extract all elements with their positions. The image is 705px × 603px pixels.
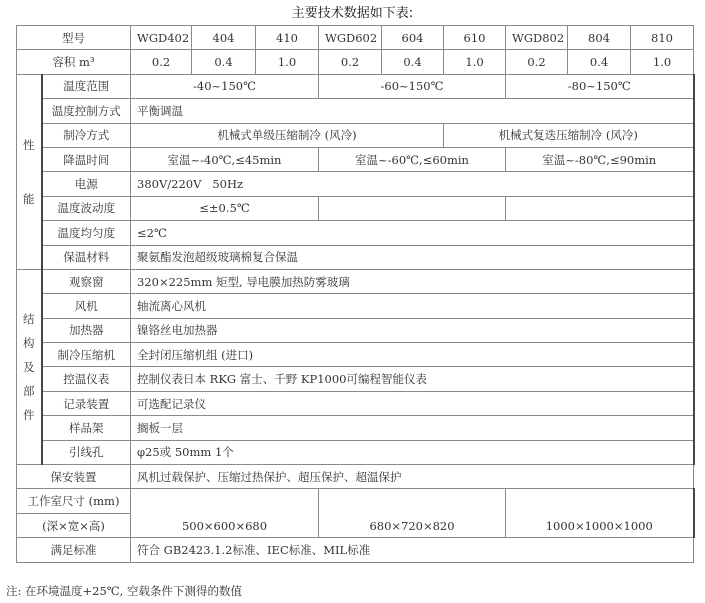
row-label: 温度范围 — [42, 74, 131, 98]
model-cell: WGD402 — [131, 26, 192, 50]
row-label: 风机 — [42, 294, 131, 318]
row-label: 保温材料 — [42, 245, 131, 269]
model-cell: 404 — [192, 26, 256, 50]
model-row — [17, 26, 694, 50]
row-value: 控制仪表日本 RKG 富士、千野 KP1000可编程智能仪表 — [131, 367, 694, 391]
model-cell: 810 — [631, 26, 694, 50]
performance-group-label: 性 能 — [17, 74, 42, 269]
model-cell: WGD602 — [319, 26, 382, 50]
refrigeration-value: 机械式单级压缩制冷 (风冷) — [131, 123, 444, 147]
row-label: 温度控制方式 — [42, 99, 131, 123]
row-label: 满足标准 — [17, 538, 131, 562]
row-value: 搁板一层 — [131, 416, 694, 440]
structure-row — [17, 294, 694, 318]
volume-cell: 1.0 — [444, 50, 506, 74]
structure-row — [17, 416, 694, 440]
dimensions-label-line1: 工作室尺寸 (mm) — [17, 489, 131, 513]
standard-row — [17, 538, 694, 562]
refrigeration-value: 机械式复迭压缩制冷 (风冷) — [444, 123, 694, 147]
volume-cell: 0.4 — [568, 50, 631, 74]
row-value: 镍铬丝电加热器 — [131, 318, 694, 342]
uniformity-row — [17, 221, 694, 245]
volume-label: 容积 m³ — [17, 50, 131, 74]
dimensions-value: 680×720×820 — [319, 489, 506, 538]
row-label: 制冷压缩机 — [42, 343, 131, 367]
structure-group-label: 结 构 及 部 件 — [17, 269, 42, 464]
fluctuation-value — [319, 196, 506, 220]
power-value: 380V/220V 50Hz — [131, 172, 694, 196]
refrigeration-row — [17, 123, 694, 147]
protection-value: 风机过载保护、压缩过热保护、超压保护、超温保护 — [131, 465, 694, 489]
row-value: 全封闭压缩机组 (进口) — [131, 343, 694, 367]
volume-cell: 0.2 — [319, 50, 382, 74]
footnote: 注: 在环境温度+25℃, 空载条件下测得的数值 — [6, 584, 242, 598]
fluctuation-value: ≤±0.5℃ — [131, 196, 319, 220]
volume-row — [17, 50, 694, 74]
row-label: 降温时间 — [42, 147, 131, 171]
model-label: 型号 — [17, 26, 131, 50]
model-cell: 410 — [256, 26, 319, 50]
row-label: 保安装置 — [17, 465, 131, 489]
insulation-row — [17, 245, 694, 269]
structure-row — [17, 343, 694, 367]
uniformity-value: ≤2℃ — [131, 221, 694, 245]
protection-row — [17, 465, 694, 489]
row-label: 样品架 — [42, 416, 131, 440]
structure-row — [17, 440, 694, 464]
fluctuation-value — [506, 196, 694, 220]
temp-range-value: -40~150℃ — [131, 74, 319, 98]
row-label: 加热器 — [42, 318, 131, 342]
row-value: 320×225mm 矩型, 导电膜加热防雾玻璃 — [131, 269, 694, 293]
model-cell: WGD802 — [506, 26, 568, 50]
fluctuation-row — [17, 196, 694, 220]
temp-range-value: -60~150℃ — [319, 74, 506, 98]
model-cell: 804 — [568, 26, 631, 50]
row-label: 记录装置 — [42, 391, 131, 415]
power-row — [17, 172, 694, 196]
structure-row — [17, 367, 694, 391]
row-label: 温度均匀度 — [42, 221, 131, 245]
row-value: φ25或 50mm 1个 — [131, 440, 694, 464]
row-label: 电源 — [42, 172, 131, 196]
row-label: 温度波动度 — [42, 196, 131, 220]
standard-value: 符合 GB2423.1.2标准、IEC标准、MIL标准 — [131, 538, 694, 562]
cooldown-value: 室温~-40℃,≤45min — [131, 147, 319, 171]
structure-row — [17, 318, 694, 342]
temp-control-row — [17, 99, 694, 123]
cooldown-row — [17, 147, 694, 171]
structure-row — [17, 269, 694, 293]
cooldown-value: 室温~-60℃,≤60min — [319, 147, 506, 171]
dimensions-value: 500×600×680 — [131, 489, 319, 538]
model-cell: 610 — [444, 26, 506, 50]
temp-range-row — [17, 74, 694, 98]
row-label: 控温仪表 — [42, 367, 131, 391]
volume-cell: 0.2 — [506, 50, 568, 74]
volume-cell: 0.2 — [131, 50, 192, 74]
row-value: 可选配记录仪 — [131, 391, 694, 415]
table-title: 主要技术数据如下表: — [291, 6, 414, 21]
insulation-value: 聚氨酯发泡超级玻璃棉复合保温 — [131, 245, 694, 269]
volume-cell: 1.0 — [256, 50, 319, 74]
row-label: 引线孔 — [42, 440, 131, 464]
dimensions-row — [17, 489, 694, 513]
volume-cell: 0.4 — [192, 50, 256, 74]
dimensions-value: 1000×1000×1000 — [506, 489, 694, 538]
row-value: 轴流离心风机 — [131, 294, 694, 318]
cooldown-value: 室温~-80℃,≤90min — [506, 147, 694, 171]
volume-cell: 0.4 — [382, 50, 444, 74]
volume-cell: 1.0 — [631, 50, 694, 74]
row-label: 制冷方式 — [42, 123, 131, 147]
model-cell: 604 — [382, 26, 444, 50]
temp-range-value: -80~150℃ — [506, 74, 694, 98]
row-label: 观察窗 — [42, 269, 131, 293]
dimensions-label-line2: (深×宽×高) — [17, 513, 131, 537]
temp-control-value: 平衡调温 — [131, 99, 694, 123]
spec-table — [16, 25, 695, 563]
structure-row — [17, 391, 694, 415]
